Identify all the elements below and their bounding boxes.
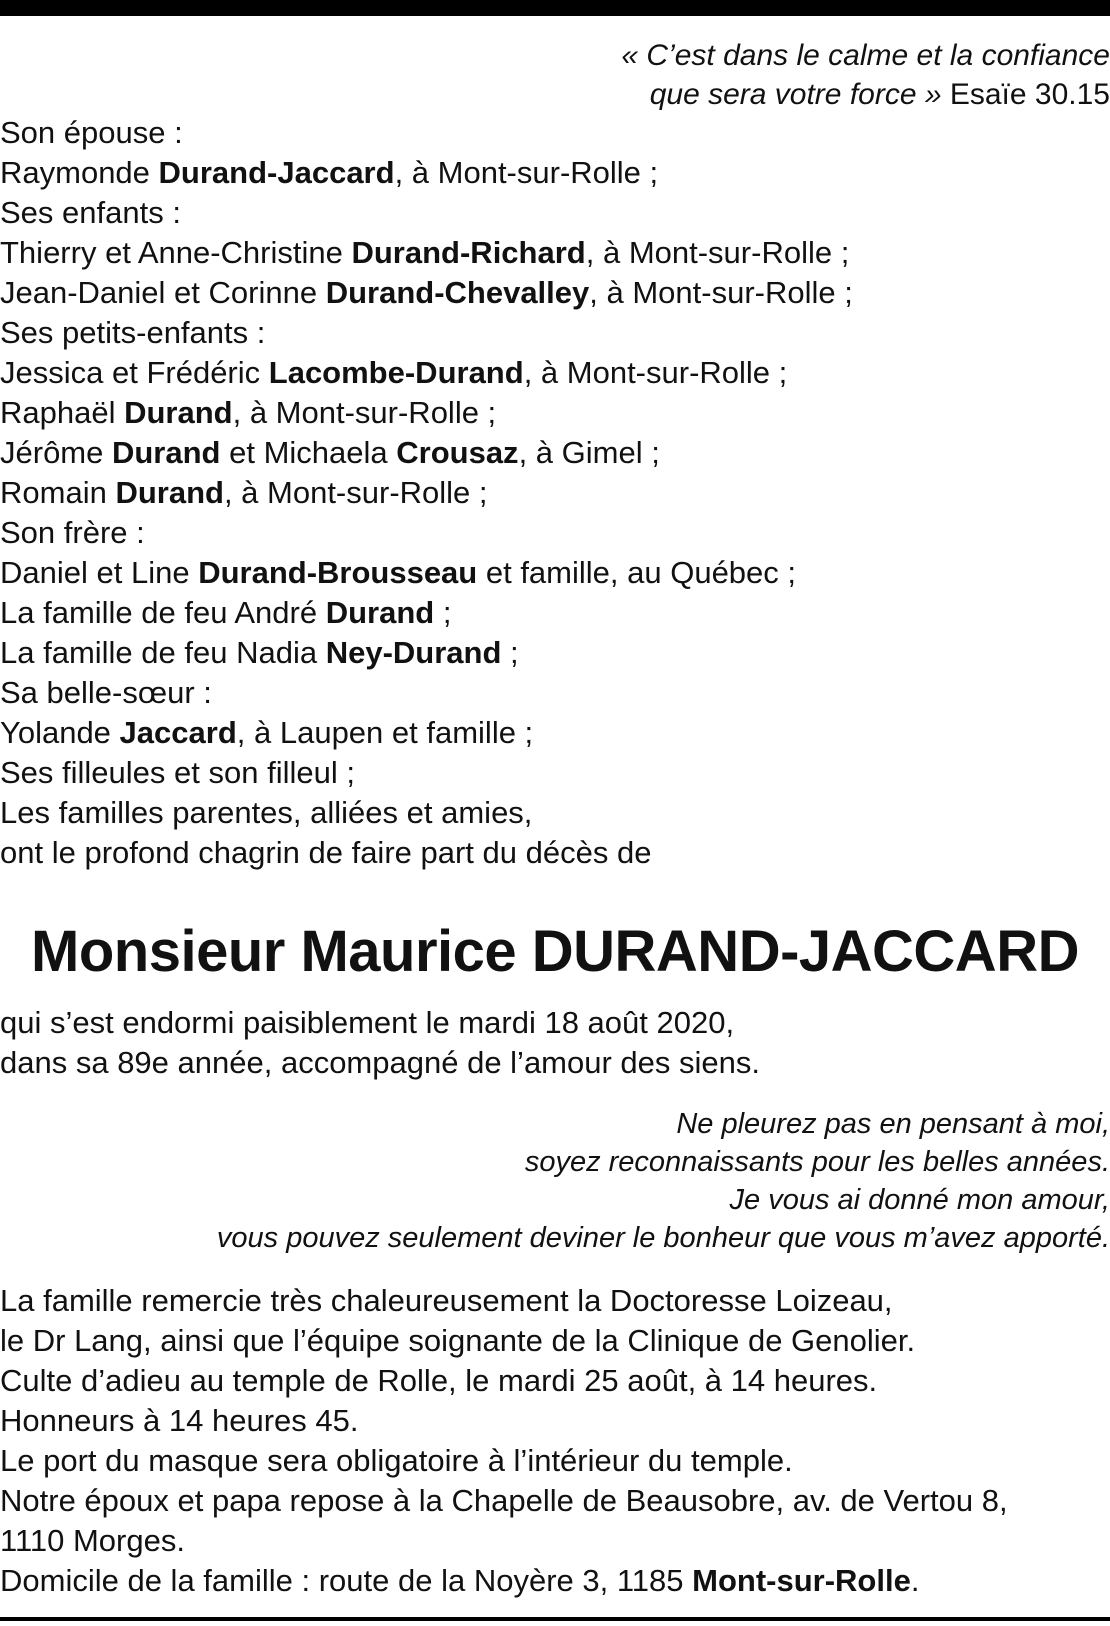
family-surname: Durand — [115, 475, 224, 510]
death-notice-line: qui s’est endormi paisiblement le mardi 18 août 2020, — [0, 1005, 735, 1040]
family-text: , à Laupen et famille ; — [236, 715, 534, 750]
poem-line: Ne pleurez pas en pensant à moi, — [676, 1108, 1110, 1140]
closing-line: Notre époux et papa repose à la Chapelle de Beausobre, av. de Vertou 8, — [0, 1483, 1008, 1518]
family-line — [0, 793, 1100, 833]
death-notice — [0, 1003, 1100, 1083]
family-text: Les familles parentes, alliées et amies, — [0, 795, 533, 830]
family-text: Romain — [0, 475, 116, 510]
epigraph-text: que sera votre force » — [649, 78, 942, 111]
family-surname: Crousaz — [396, 435, 519, 470]
family-line — [0, 833, 1100, 873]
family-surname: Jaccard — [119, 715, 237, 750]
closing-line: Le port du masque sera obligatoire à l’intérieur du temple. — [0, 1443, 793, 1478]
family-surname: Durand — [111, 435, 221, 470]
family-text: Thierry et Anne-Christine — [0, 235, 352, 270]
top-rule — [0, 0, 1110, 16]
domicile-suffix: . — [910, 1563, 920, 1598]
epigraph-line — [10, 75, 1110, 114]
family-line — [0, 273, 1100, 313]
closing-line: La famille remercie très chaleureusement la Doctoresse Loizeau, — [0, 1283, 893, 1318]
family-list — [0, 113, 1100, 873]
family-text: Daniel et Line — [0, 555, 199, 590]
deceased-name: Monsieur Maurice DURAND-JACCARD — [31, 919, 1079, 984]
family-text: Raphaël — [0, 395, 125, 430]
epigraph — [10, 36, 1110, 114]
family-text: ; — [434, 595, 452, 630]
family-text: , à Gimel ; — [518, 435, 660, 470]
family-text: ont le profond chagrin de faire part du décès de — [0, 835, 652, 870]
family-text: Yolande — [0, 715, 120, 750]
family-line — [0, 113, 1100, 153]
family-surname: Durand-Richard — [351, 235, 586, 270]
family-text: , à Mont-sur-Rolle ; — [394, 155, 659, 190]
family-text: La famille de feu Nadia — [0, 635, 326, 670]
family-text: , à Mont-sur-Rolle ; — [585, 235, 850, 270]
family-line — [0, 193, 1100, 233]
family-text: ; — [501, 635, 519, 670]
family-line — [0, 433, 1100, 473]
family-text: Raymonde — [0, 155, 159, 190]
family-line — [0, 353, 1100, 393]
family-line — [0, 473, 1100, 513]
closing-notice — [0, 1281, 1100, 1601]
family-surname: Durand-Brousseau — [198, 555, 478, 590]
family-line — [0, 633, 1100, 673]
family-surname: Durand-Jaccard — [158, 155, 395, 190]
bottom-rule — [0, 1617, 1110, 1621]
poem-line: soyez reconnaissants pour les belles années. — [524, 1146, 1110, 1178]
epigraph-text: « C’est dans le calme et la confiance — [621, 39, 1110, 72]
family-text: Ses petits-enfants : — [0, 315, 266, 350]
family-line — [0, 313, 1100, 353]
family-text: et famille, au Québec ; — [477, 555, 797, 590]
family-text: Jérôme — [0, 435, 112, 470]
family-line — [0, 393, 1100, 433]
domicile-line — [0, 1561, 1100, 1601]
closing-line: Honneurs à 14 heures 45. — [0, 1403, 359, 1438]
closing-line: 1110 Morges. — [0, 1523, 185, 1558]
family-text: La famille de feu André — [0, 595, 326, 630]
epigraph-reference: Esaïe 30.15 — [941, 78, 1110, 111]
family-text: et Michaela — [220, 435, 397, 470]
family-text: , à Mont-sur-Rolle ; — [223, 475, 488, 510]
family-line — [0, 753, 1100, 793]
family-line — [0, 153, 1100, 193]
family-line — [0, 713, 1100, 753]
family-text: Son épouse : — [0, 115, 183, 150]
domicile-text: Domicile de la famille : route de la Noyère 3, 1185 — [0, 1563, 693, 1598]
epigraph-line — [10, 36, 1110, 75]
family-line — [0, 673, 1100, 713]
family-surname: Durand-Chevalley — [325, 275, 590, 310]
family-text: Jessica et Frédéric — [0, 355, 269, 390]
family-line — [0, 593, 1100, 633]
domicile-place: Mont-sur-Rolle — [692, 1563, 911, 1598]
family-text: , à Mont-sur-Rolle ; — [523, 355, 788, 390]
family-surname: Durand — [325, 595, 435, 630]
family-text: , à Mont-sur-Rolle ; — [232, 395, 497, 430]
family-text: , à Mont-sur-Rolle ; — [589, 275, 853, 310]
family-text: Sa belle-sœur : — [0, 675, 212, 710]
death-notice-line: dans sa 89e année, accompagné de l’amour des siens. — [0, 1045, 760, 1080]
family-text: Jean-Daniel et Corinne — [0, 275, 326, 310]
family-text: Son frère : — [0, 515, 145, 550]
family-surname: Durand — [124, 395, 233, 430]
family-line — [0, 513, 1100, 553]
family-surname: Lacombe-Durand — [268, 355, 524, 390]
family-line — [0, 553, 1100, 593]
closing-line: Culte d’adieu au temple de Rolle, le mardi 25 août, à 14 heures. — [0, 1363, 878, 1398]
family-text: Ses filleules et son filleul ; — [0, 755, 355, 790]
poem-line: vous pouvez seulement deviner le bonheur que vous m’avez apporté. — [216, 1222, 1110, 1254]
family-line — [0, 233, 1100, 273]
family-text: Ses enfants : — [0, 195, 181, 230]
closing-line: le Dr Lang, ainsi que l’équipe soignante de la Clinique de Genolier. — [0, 1323, 916, 1358]
poem — [10, 1105, 1110, 1257]
family-surname: Ney-Durand — [325, 635, 502, 670]
poem-line: Je vous ai donné mon amour, — [729, 1184, 1110, 1216]
